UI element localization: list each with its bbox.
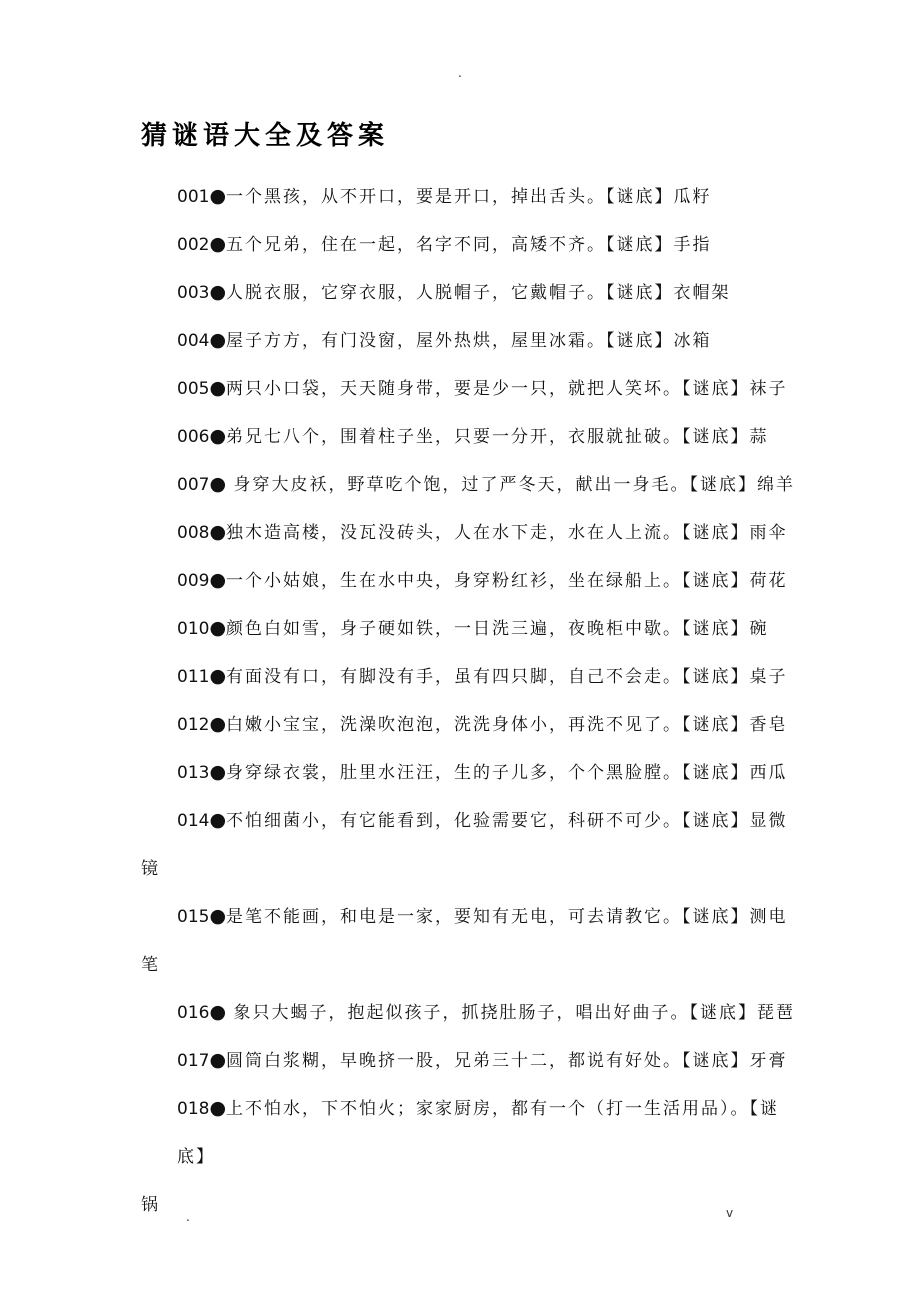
riddle-text: 弟兄七八个，围着柱子坐，只要一分开，衣服就扯破。【谜底】蒜 [226,427,769,447]
riddle-text: 白嫩小宝宝，洗澡吹泡泡，洗洗身体小，再洗不见了。【谜底】香皂 [226,715,788,735]
riddle-text: 圆筒白浆糊，早晚挤一股，兄弟三十二，都说有好处。【谜底】牙膏 [226,1051,788,1071]
riddle-text: 五个兄弟，住在一起，名字不同，高矮不齐。【谜底】手指 [226,235,712,255]
footer-left-mark: . [186,1210,190,1224]
bullet-icon: ● [209,1001,227,1023]
riddle-text: 屋子方方，有门没窗，屋外热烘，屋里冰霜。【谜底】冰箱 [226,331,712,351]
riddle-number: 009 [177,571,210,591]
bullet-icon: ● [209,809,227,831]
header-mark: . [458,66,462,80]
riddle-item [141,460,801,508]
riddle-item [141,892,801,988]
riddle-list [141,172,801,1215]
riddle-text: 象只大蝎子，抱起似孩子，抓挠肚肠子，唱出好曲子。【谜底】琵琶 [226,1003,795,1023]
bullet-icon: ● [209,761,227,783]
riddle-item [141,268,801,316]
riddle-item [141,556,801,604]
riddle-item [141,412,801,460]
bullet-icon: ● [209,1097,227,1119]
riddle-item [141,604,801,652]
riddle-item [141,700,801,748]
bullet-icon: ● [209,185,227,207]
bullet-icon: ● [209,569,227,591]
riddle-number: 008 [177,523,210,543]
riddle-number: 002 [177,235,210,255]
page-title: 猜谜语大全及答案 [141,121,390,151]
riddle-text: 颜色白如雪，身子硬如铁，一日洗三遍，夜晚柜中歇。【谜底】碗 [226,619,769,639]
riddle-text: 两只小口袋，天天随身带，要是少一只，就把人笑坏。【谜底】袜子 [226,379,788,399]
riddle-answer-continuation: 锅 [141,1195,160,1215]
bullet-icon: ● [209,1049,227,1071]
riddle-item [141,796,801,892]
bullet-icon: ● [209,281,227,303]
riddle-number: 004 [177,331,210,351]
bullet-icon: ● [209,665,227,687]
riddle-number: 001 [177,187,210,207]
riddle-number: 018 [177,1099,210,1119]
riddle-number: 013 [177,763,210,783]
bullet-icon: ● [209,473,227,495]
riddle-item [141,652,801,700]
riddle-text: 身穿大皮袄，野草吃个饱，过了严冬天，献出一身毛。【谜底】绵羊 [226,475,795,495]
riddle-item [141,172,801,220]
bullet-icon: ● [209,425,227,447]
riddle-number: 003 [177,283,210,303]
footer-right-mark: v [726,1206,734,1220]
bullet-icon: ● [209,617,227,639]
riddle-text: 有面没有口，有脚没有手，虽有四只脚，自己不会走。【谜底】桌子 [226,667,788,687]
riddle-text: 身穿绿衣裳，肚里水汪汪，生的子儿多，个个黑脸膛。【谜底】西瓜 [226,763,788,783]
riddle-number: 011 [177,667,210,687]
riddle-number: 005 [177,379,210,399]
riddle-text: 不怕细菌小，有它能看到，化验需要它，科研不可少。【谜底】显微 [226,811,788,831]
riddle-number: 017 [177,1051,210,1071]
riddle-item [141,1036,801,1084]
bullet-icon: ● [209,329,227,351]
riddle-item [141,988,801,1036]
riddle-text: 是笔不能画，和电是一家，要知有无电，可去请教它。【谜底】测电 [226,907,788,927]
riddle-item [141,364,801,412]
riddle-number: 010 [177,619,210,639]
riddle-item [141,748,801,796]
riddle-answer-continuation: 笔 [141,955,160,975]
riddle-item [141,508,801,556]
riddle-text: 上不怕水，下不怕火；家家厨房，都有一个（打一生活用品）。【谜底】 [177,1099,780,1167]
bullet-icon: ● [209,377,227,399]
riddle-number: 014 [177,811,210,831]
riddle-number: 015 [177,907,210,927]
riddle-text: 人脱衣服，它穿衣服，人脱帽子，它戴帽子。【谜底】衣帽架 [226,283,731,303]
riddle-text: 一个小姑娘，生在水中央，身穿粉红衫，坐在绿船上。【谜底】荷花 [226,571,788,591]
riddle-text: 独木造高楼，没瓦没砖头，人在水下走，水在人上流。【谜底】雨伞 [226,523,788,543]
bullet-icon: ● [209,905,227,927]
riddle-answer-continuation: 镜 [141,859,160,879]
riddle-item [141,1084,801,1215]
riddle-number: 006 [177,427,210,447]
riddle-item [141,316,801,364]
riddle-item [141,220,801,268]
bullet-icon: ● [209,713,227,735]
riddle-number: 016 [177,1003,210,1023]
riddle-number: 007 [177,475,210,495]
bullet-icon: ● [209,233,227,255]
riddle-text: 一个黑孩，从不开口，要是开口，掉出舌头。【谜底】瓜籽 [226,187,712,207]
bullet-icon: ● [209,521,227,543]
riddle-number: 012 [177,715,210,735]
